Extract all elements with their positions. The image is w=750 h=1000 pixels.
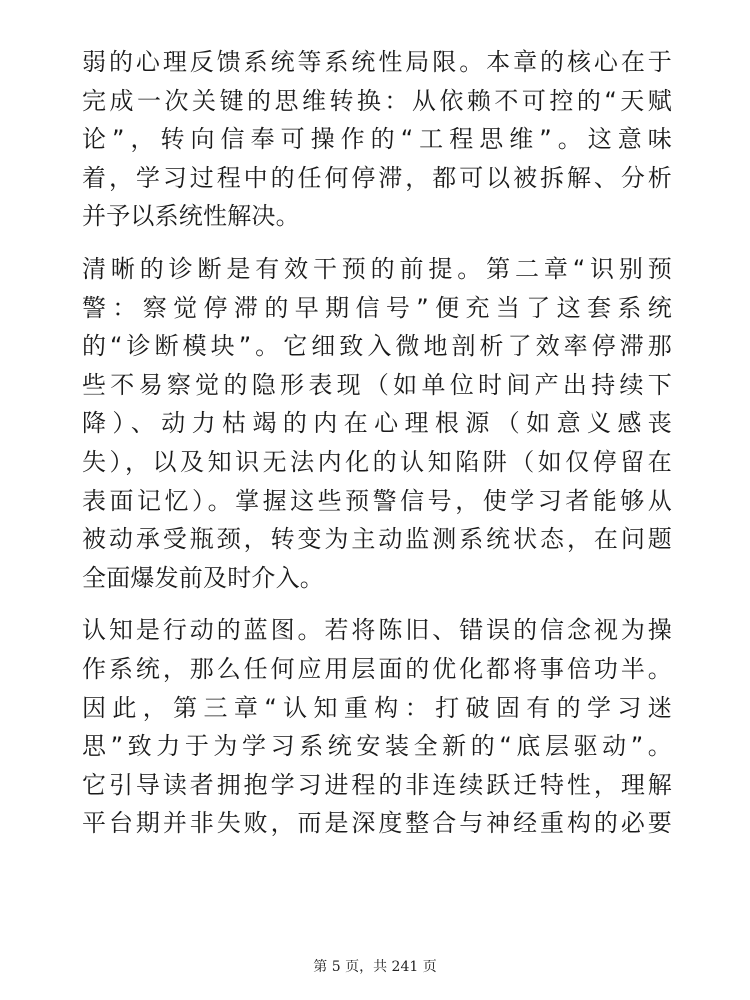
text-line: 因此，第三章“认知重构：打破固有的学习迷 <box>82 693 672 722</box>
text-line: 清晰的诊断是有效干预的前提。第二章“识别预 <box>82 254 672 283</box>
text-line: 降）、动力枯竭的内在心理根源（如意义感丧 <box>82 409 672 438</box>
text-line: 被动承受瓶颈，转变为主动监测系统状态，在问题 <box>82 525 672 554</box>
text-line: 的“诊断模块”。它细致入微地剖析了效率停滞那 <box>82 332 672 361</box>
text-line: 并予以系统性解决。 <box>82 202 300 231</box>
paragraph <box>82 250 672 597</box>
text-line: 认知是行动的蓝图。若将陈旧、错误的信念视为操 <box>82 616 672 645</box>
paragraph <box>82 43 672 236</box>
text-line: 表面记忆）。掌握这些预警信号，使学习者能够从 <box>82 486 672 515</box>
text-line: 弱的心理反馈系统等系统性局限。本章的核心在于 <box>82 48 672 76</box>
paragraph <box>82 611 672 843</box>
body-text <box>82 43 672 843</box>
text-line: 作系统，那么任何应用层面的优化都将事倍功半。 <box>82 654 672 683</box>
text-line: 论”，转向信奉可操作的“工程思维”。这意味 <box>82 125 672 154</box>
text-line: 警：察觉停滞的早期信号”便充当了这套系统 <box>82 293 672 322</box>
text-line: 着，学习过程中的任何停滞，都可以被拆解、分析 <box>82 163 672 192</box>
paragraph-spacer <box>82 597 672 611</box>
text-line: 完成一次关键的思维转换：从依赖不可控的“天赋 <box>82 86 672 115</box>
text-line: 平台期并非失败，而是深度整合与神经重构的必要 <box>82 809 672 838</box>
text-line: 失），以及知识无法内化的认知陷阱（如仅停留在 <box>82 447 672 476</box>
text-line: 它引导读者拥抱学习进程的非连续跃迁特性，理解 <box>82 770 672 799</box>
text-line: 全面爆发前及时介入。 <box>82 563 324 592</box>
page-number-footer: 第 5 页，共 241 页 <box>313 959 437 975</box>
text-line: 些不易察觉的隐形表现（如单位时间产出持续下 <box>82 370 672 399</box>
text-line: 思”致力于为学习系统安装全新的“底层驱动”。 <box>82 732 672 761</box>
paragraph-spacer <box>82 236 672 250</box>
